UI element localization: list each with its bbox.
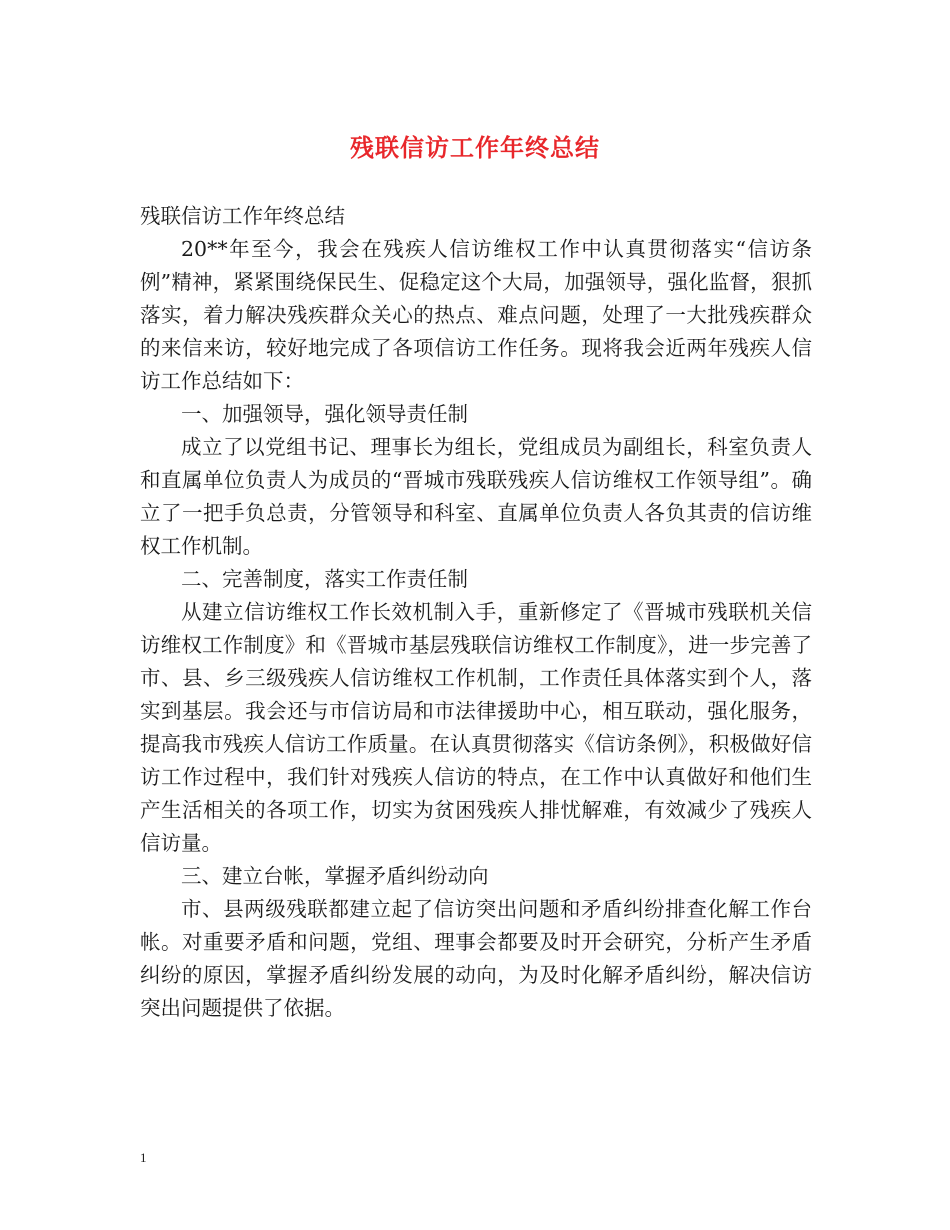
section-paragraph-1: 成立了以党组书记、理事长为组长，党组成员为副组长，科室负责人和直属单位负责人为成员的“晋城市残联残疾人信访维权工作领导组”。确立了一把手负总责，分管领导和科室、直属单位负责人各负其责的信访维权工作机制。 [140,435,812,558]
document-body [140,200,812,1025]
intro-paragraph: 20**年至今，我会在残疾人信访维权工作中认真贯彻落实“信访条例”精神，紧紧围绕保民生、促稳定这个大局，加强领导，强化监督，狠抓落实，着力解决残疾群众关心的热点、难点问题，处理了一大批残疾群众的来信来访，较好地完成了各项信访工作任务。现将我会近两年残疾人信访工作总结如下： [140,237,812,393]
section-heading-2: 二、完善制度，落实工作责任制 [181,567,468,591]
body-heading: 残联信访工作年终总结 [140,204,345,228]
document-title: 残联信访工作年终总结 [350,134,600,162]
section-heading-3: 三、建立台帐，掌握矛盾纠纷动向 [181,864,489,888]
section-paragraph-2: 从建立信访维权工作长效机制入手，重新修定了《晋城市残联机关信访维权工作制度》和《晋城市基层残联信访维权工作制度》，进一步完善了市、县、乡三级残疾人信访维权工作机制，工作责任具体落实到个人，落实到基层。我会还与市信访局和市法律援助中心，相互联动，强化服务，提高我市残疾人信访工作质量。在认真贯彻落实《信访条例》，积极做好信访工作过程中，我们针对残疾人信访的特点，在工作中认真做好和他们生产生活相关的各项工作，切实为贫困残疾人排忧解难，有效减少了残疾人信访量。 [140,600,812,855]
section-heading-1: 一、加强领导，强化领导责任制 [181,402,468,426]
section-paragraph-3: 市、县两级残联都建立起了信访突出问题和矛盾纠纷排查化解工作台帐。对重要矛盾和问题，党组、理事会都要及时开会研究，分析产生矛盾纠纷的原因，掌握矛盾纠纷发展的动向，为及时化解矛盾纠纷，解决信访突出问题提供了依据。 [140,897,812,1020]
page-number: 1 [140,1150,147,1165]
